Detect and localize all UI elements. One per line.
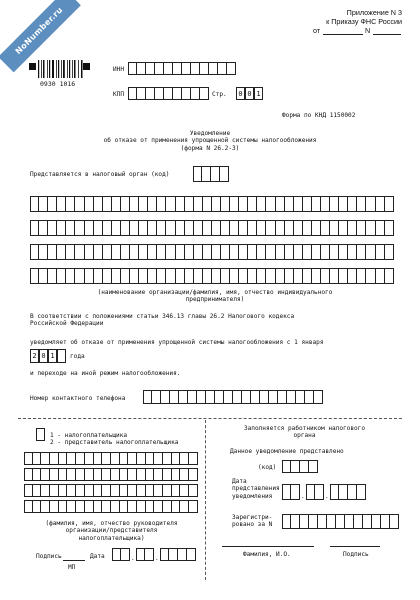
official-reg-label-line1: Зарегистри- [232, 514, 273, 521]
official-date-label-line3: уведомления [232, 492, 273, 500]
cell-row[interactable] [30, 220, 394, 236]
form-title-line2: об отказе от применения упрощенной системы налогообложения [103, 137, 317, 145]
form-title [60, 130, 360, 152]
tax-authority-label: Представляется в налоговый орган (код) [30, 171, 170, 178]
signer-signature-line[interactable] [63, 560, 85, 561]
form-code: Форма по КНД 1150002 [282, 112, 356, 119]
organization-name-grid[interactable] [30, 196, 395, 284]
signer-name-grid[interactable] [24, 452, 199, 512]
official-date-sep1: . [301, 493, 305, 500]
inn-label: ИНН [113, 66, 125, 73]
regime-text: и переходе на иной режим налогообложения. [30, 370, 181, 377]
signer-type-box[interactable] [36, 428, 45, 441]
cell-row[interactable] [24, 484, 198, 497]
signer-date-sep1: . [131, 555, 135, 562]
official-date-sep2: . [325, 493, 329, 500]
form-title-line1: Уведомление [189, 130, 231, 137]
signer-option-2: 2 - представитель налогоплательщика [50, 439, 179, 447]
inn-field[interactable] [128, 62, 236, 75]
cell-row[interactable] [30, 244, 394, 260]
organization-caption-line1: (наименование организации/фамилия, имя, отчество индивидуального [97, 289, 333, 296]
signer-mp-label: МП [68, 564, 76, 571]
notice-text: уведомляет об отказе от применения упрощенной системы налогообложения с 1 января [30, 339, 324, 346]
official-code-label: (код) [258, 464, 277, 471]
corner-marker-left [29, 63, 36, 70]
official-title [212, 425, 397, 440]
cell-row[interactable] [24, 500, 198, 513]
signer-date-year[interactable] [160, 548, 196, 561]
organization-caption-line2: предпринимателя) [185, 296, 245, 304]
phone-label: Номер контактного телефона [30, 395, 126, 402]
official-title-line1: Заполняется работником налогового [243, 425, 366, 432]
official-code-field[interactable] [282, 460, 318, 473]
signer-option-1: 1 - налогоплательщика [50, 432, 128, 439]
signer-date-day[interactable] [112, 548, 130, 561]
year-digit-4[interactable] [57, 349, 66, 363]
signer-caption-line1: (фамилия, имя, отчество руководителя [45, 520, 178, 527]
barcode-number: 0930 1016 [40, 80, 76, 88]
official-date-label-line1: Дата [232, 478, 247, 485]
cell-row[interactable] [30, 268, 394, 284]
cell-row[interactable] [24, 468, 198, 481]
appendix-from-label: от [313, 26, 321, 35]
tax-authority-code[interactable] [193, 166, 229, 182]
official-fio-label: Фамилия, И.О. [243, 551, 291, 558]
appendix-order: к Приказу ФНС России [326, 17, 402, 26]
cell-row[interactable] [24, 452, 198, 465]
official-signature-line[interactable] [330, 546, 380, 547]
official-fio-line[interactable] [222, 546, 314, 547]
official-date-month[interactable] [306, 484, 324, 500]
official-presented-label: Данное уведомление представлено [230, 448, 344, 455]
page-digit-2[interactable]: 0 [245, 87, 254, 100]
kpp-field[interactable] [128, 87, 209, 100]
year-label: года [70, 353, 85, 360]
signer-date-label: Дата [90, 553, 105, 560]
signer-caption-line3: налогоплательщика) [78, 534, 145, 542]
organization-caption [40, 289, 390, 304]
signer-date-month[interactable] [136, 548, 154, 561]
official-signature-label: Подпись [343, 551, 369, 558]
official-date-label [232, 478, 280, 500]
appendix-no-label: N [365, 26, 371, 35]
page-digit-1[interactable]: 0 [236, 87, 245, 100]
law-reference [30, 313, 294, 328]
signer-caption [24, 520, 199, 542]
official-date-year[interactable] [330, 484, 366, 500]
signer-caption-line2: организации/представителя [65, 527, 158, 535]
corner-marker-right [83, 63, 90, 70]
kpp-label: КПП [113, 91, 125, 98]
form-title-line3: (форма N 26.2-3) [180, 144, 240, 152]
barcode-graphic [38, 60, 83, 78]
appendix-title: Приложение N 3 [346, 8, 402, 17]
signer-date-sep2: . [155, 555, 159, 562]
official-reg-label [232, 514, 272, 529]
official-date-label-line2: представления [232, 485, 280, 493]
year-digit-2[interactable]: 0 [39, 349, 48, 363]
law-reference-line2: Российской Федерации [30, 320, 104, 328]
signer-signature-label: Подпись [36, 553, 62, 560]
phone-field[interactable] [143, 390, 323, 404]
appendix-header [282, 8, 402, 26]
column-divider [205, 420, 206, 580]
page-label: Стр. [212, 91, 227, 98]
page-digit-3[interactable]: 1 [254, 87, 263, 100]
appendix-date-line [323, 34, 363, 35]
official-reg-label-line2: ровано за N [232, 521, 273, 529]
cell-row[interactable] [30, 196, 394, 212]
watermark-ribbon: NoNumber.ru [0, 0, 81, 72]
appendix-number-line [373, 34, 401, 35]
year-digit-1[interactable]: 2 [30, 349, 39, 363]
official-date-day[interactable] [282, 484, 300, 500]
year-digit-3[interactable]: 1 [48, 349, 57, 363]
law-reference-line1: В соответствии с положениями статьи 346.13 главы 26.2 Налогового кодекса [30, 313, 295, 320]
official-title-line2: органа [293, 432, 316, 440]
section-divider [18, 418, 402, 419]
official-reg-number[interactable] [282, 514, 399, 529]
signer-options [50, 432, 178, 447]
